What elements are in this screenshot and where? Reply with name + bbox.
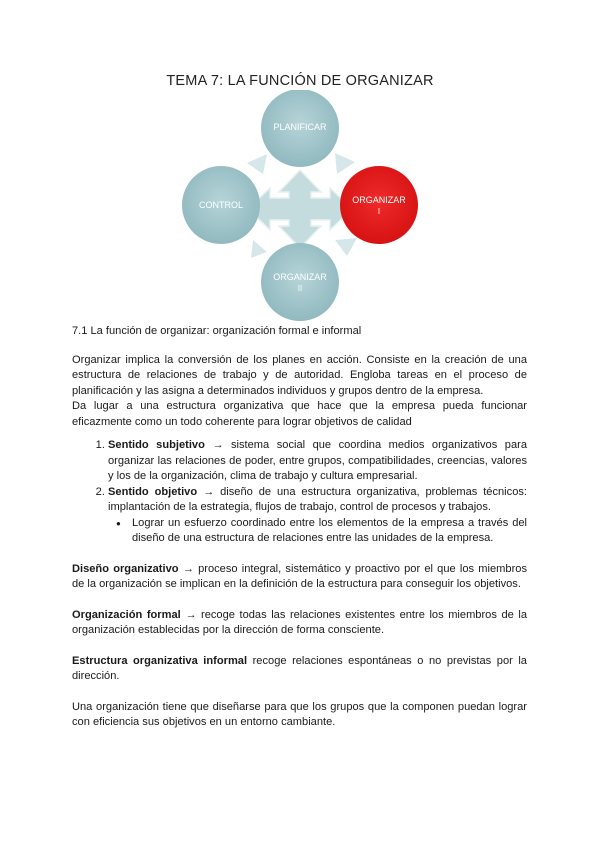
term-informal: Estructura organizativa informal [72, 654, 248, 667]
list-item-objetivo [108, 485, 527, 547]
intro-paragraph-1: Organizar implica la conversión de los planes en acción. Consiste en la creación de una estructura de relaciones de trabajo y de autoridad. Engloba tareas en el proceso de planificación y las asigna a determinados individuos y grupos dentro de la empresa. [72, 353, 527, 397]
term-formal: Organización formal [72, 608, 181, 621]
node-control-label: CONTROL [198, 200, 244, 210]
node-organizar-i [340, 166, 418, 244]
meaning-list [72, 438, 527, 547]
arrow-subjetivo: → [212, 439, 224, 451]
arrow-objetivo: → [203, 485, 215, 498]
connector-arrow-bottom-right [335, 238, 357, 256]
text-subjetivo: sistema social que coordina medios organizativos para organizar las relaciones de poder, entre grupos, compatibilidades, creencias, valores y los de la organización, clima de trabajo y cultura empresarial. [108, 439, 527, 482]
node-organizar-ii-numeral: II [297, 284, 303, 293]
text-objetivo: diseño de una estructura organizativa, problemas técnicos: implantación de la estrategia, flujos de trabajo, control de procesos y trabajos. [108, 485, 527, 513]
sub-list [108, 516, 527, 547]
section-heading: 7.1 La función de organizar: organización formal e informal [72, 325, 362, 337]
node-planificar [261, 90, 339, 167]
node-planificar-label: PLANIFICAR [273, 122, 327, 132]
paragraph-diseno [72, 562, 527, 593]
connector-arrow-top-right [335, 153, 355, 174]
node-organizar-i-numeral: I [377, 207, 381, 216]
term-objetivo: Sentido objetivo [108, 485, 198, 498]
closing-paragraph: Una organización tiene que diseñarse para que los grupos que la componen puedan lograr con eficiencia sus objetivos en un entorno cambiante. [72, 700, 527, 728]
paragraph-informal [72, 654, 527, 685]
paragraph-formal [72, 608, 527, 639]
arrow-formal: → [185, 608, 197, 621]
node-organizar-ii [261, 243, 339, 321]
cycle-diagram [175, 90, 435, 330]
intro-paragraph-2: Da lugar a una estructura organizativa que hace que la empresa pueda funcionar eficazmente como un todo coherente para lograr objetivos de calidad [72, 400, 527, 428]
sub-bullet-item: ● Lograr un esfuerzo coordinado entre los elementos de la empresa a través del diseño de una estructura de relaciones entre las unidades de la empresa. [132, 516, 527, 547]
term-subjetivo: Sentido subjetivo [108, 439, 205, 451]
text-formal: recoge todas las relaciones existentes entre los miembros de la organización establecidas por la dirección de forma consciente. [72, 608, 527, 636]
document-body [72, 324, 527, 731]
text-informal: recoge relaciones espontáneas o no previstas por la dirección. [72, 654, 527, 682]
page-title: TEMA 7: LA FUNCIÓN DE ORGANIZAR [166, 73, 434, 89]
node-control [182, 166, 260, 244]
node-organizar-ii-label: ORGANIZAR [273, 272, 327, 282]
list-item-subjetivo [108, 438, 527, 485]
connector-arrow-top-left [247, 154, 267, 174]
term-diseno: Diseño organizativo [72, 562, 179, 575]
text-diseno: proceso integral, sistemático y proactivo por el que los miembros de la organización se implican en la definición de la estructura para conseguir los objetivos. [72, 562, 527, 590]
center-arrow-icon [248, 170, 352, 248]
node-organizar-i-label: ORGANIZAR [352, 195, 406, 205]
connector-arrow-bottom-left [251, 240, 267, 258]
arrow-diseno: → [182, 562, 194, 575]
